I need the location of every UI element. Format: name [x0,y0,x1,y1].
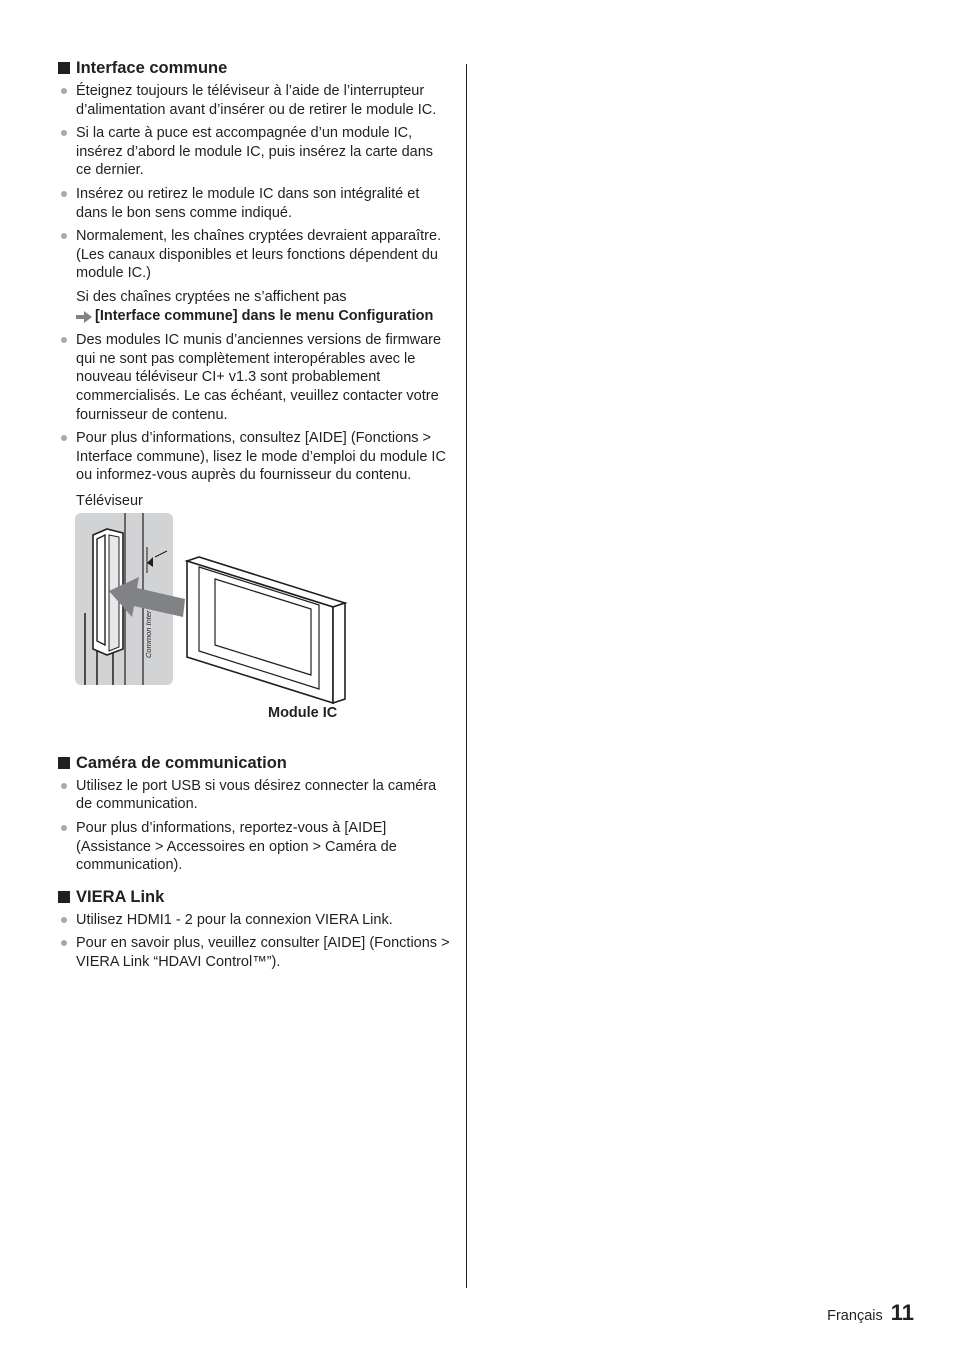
heading-viera-link [58,887,450,907]
heading-text: Interface commune [76,59,228,77]
slot-label: Common Inter [144,610,153,658]
heading-text: VIERA Link [76,887,165,906]
bullet-icon [61,825,67,831]
heading-camera [58,753,450,773]
interface-list-2 [58,331,450,485]
encrypted-channels-note: Si des chaînes cryptées ne s’affichent pas [Interface commune] dans le menu Configuration [58,288,450,325]
list-item: Pour en savoir plus, veuillez consulter [AIDE] (Fonctions > VIERA Link “HDAVI Control™”). [58,934,450,971]
column-divider [466,64,467,1288]
viera-section [58,887,450,972]
bullet-icon [61,191,67,197]
bullet-icon [61,337,67,343]
page-footer [827,1300,914,1326]
bullet-icon [61,233,67,239]
list-item: Pour plus d’informations, reportez-vous à [AIDE] (Assistance > Accessoires en option > Caméra de communication). [58,819,450,875]
language-label: Français [827,1308,883,1324]
bullet-icon [61,917,67,923]
ci-module-illustration [75,513,365,705]
list-item: Pour plus d’informations, consultez [AIDE] (Fonctions > Interface commune), lisez le mode d’emploi du module IC ou informez-vous auprès du fournisseur du contenu. [58,429,450,485]
bullet-icon [61,940,67,946]
arrow-right-icon [76,311,92,323]
ci-module-figure [58,493,450,741]
module-ic-label: Module IC [268,704,338,721]
list-item: Des modules IC munis d’anciennes versions de firmware qui ne sont pas complètement interopérables avec le nouveau téléviseur CI+ v1.3 sont probablement commercialisés. Le cas échéant, veuillez contacter votre fournisseur de contenu. [58,331,450,424]
left-column [58,58,450,977]
list-item: Si la carte à puce est accompagnée d’un module IC, insérez d’abord le module IC, puis insérez la carte dans ce dernier. [58,124,450,180]
heading-interface-commune [58,58,450,78]
list-item: Utilisez HDMI1 - 2 pour la connexion VIERA Link. [58,911,450,930]
menu-reference: [Interface commune] dans le menu Configuration [76,307,450,326]
camera-section [58,753,450,875]
list-item: Insérez ou retirez le module IC dans son intégralité et dans le bon sens comme indiqué. [58,185,450,222]
tv-label: Téléviseur [76,492,143,509]
page-number: 11 [890,1300,914,1325]
square-bullet-icon [58,757,70,769]
bullet-icon [61,88,67,94]
bullet-icon [61,783,67,789]
list-item: Utilisez le port USB si vous désirez connecter la caméra de communication. [58,777,450,814]
bullet-icon [61,130,67,136]
heading-text: Caméra de communication [76,753,287,772]
viera-list [58,911,450,972]
square-bullet-icon [58,62,70,74]
square-bullet-icon [58,891,70,903]
list-item: Éteignez toujours le téléviseur à l’aide de l’interrupteur d’alimentation avant d’insérer ou de retirer le module IC. [58,82,450,119]
bullet-icon [61,435,67,441]
camera-list [58,777,450,875]
list-item: Normalement, les chaînes cryptées devraient apparaître. (Les canaux disponibles et leurs fonctions dépendent du module IC.) [58,227,450,283]
interface-list [58,82,450,283]
